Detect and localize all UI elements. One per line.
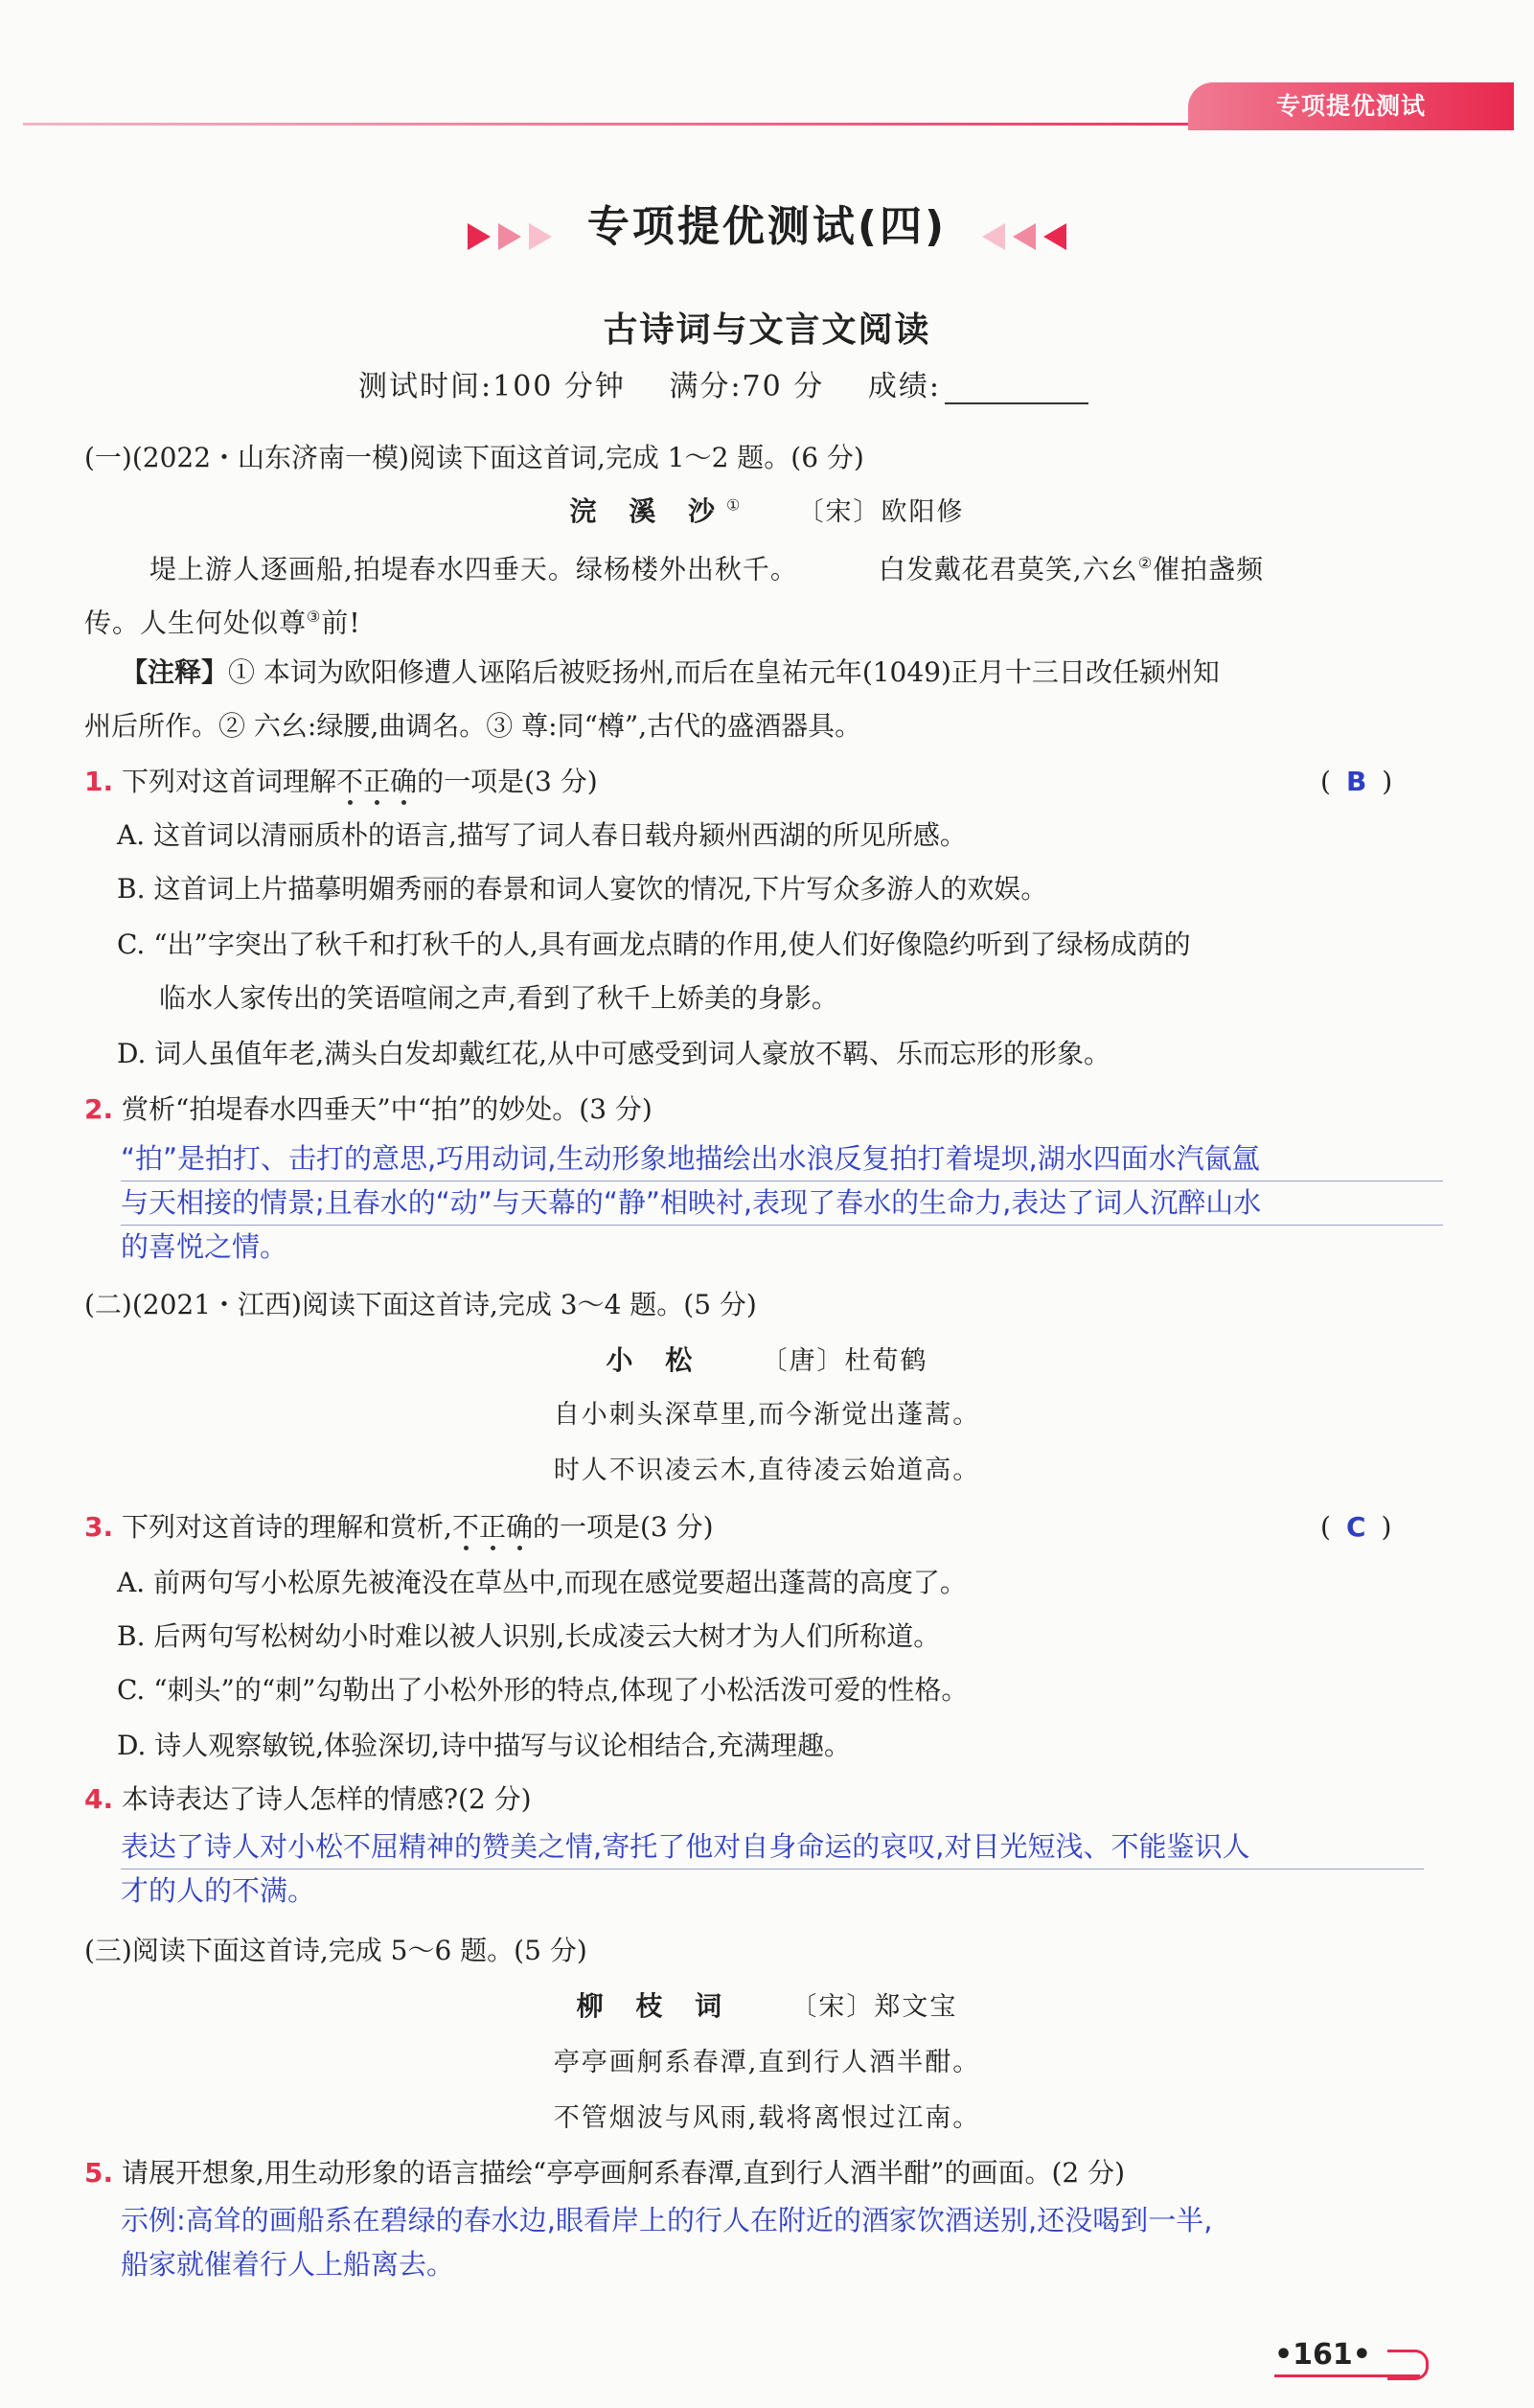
section3-heading: (三)阅读下面这首诗,完成 5～6 题。(5 分) xyxy=(84,1935,587,1966)
q4-stem xyxy=(84,1778,532,1821)
stem-text: 赏析“拍堤春水四垂天”中“拍”的妙处。(3 分) xyxy=(122,1093,653,1125)
poem-text: 堤上游人逐画船,拍堤春水四垂天。绿杨楼外出秋千。 xyxy=(149,553,798,585)
q3-option-a: A. 前两句写小松原先被淹没在草丛中,而现在感觉要超出蓬蒿的高度了。 xyxy=(117,1567,967,1598)
poem-text: 白发戴花君莫笑,六幺 xyxy=(878,553,1138,585)
header-rule xyxy=(23,123,1211,126)
left-arrows-icon xyxy=(976,220,1068,253)
emphasis-char: 正 xyxy=(478,1511,506,1543)
poem-author: 〔唐〕杜荀鹤 xyxy=(761,1346,928,1376)
poem-title: 浣 溪 沙 xyxy=(569,495,726,527)
note-text: ① 本词为欧阳修遭人诬陷后被贬扬州,而后在皇祐元年(1049)正月十三日改任颍州知 xyxy=(228,656,1220,688)
q1-number: 1. xyxy=(84,766,114,797)
note-line-2: 州后所作。② 六幺:绿腰,曲调名。③ 尊:同“樽”,古代的盛酒器具。 xyxy=(84,710,862,742)
section3-poem-line-2: 不管烟波与风雨,载将离恨过江南。 xyxy=(553,2103,981,2133)
emphasis-char: 不 xyxy=(451,1511,479,1543)
q1-option-a: A. 这首词以清丽质朴的语言,描写了词人春日载舟颍州西湖的所见所感。 xyxy=(117,819,967,851)
poem-footnote-mark: ① xyxy=(725,495,741,515)
poem-author: 〔宋〕郑文宝 xyxy=(790,1992,958,2022)
page-title: 专项提优测试(四) xyxy=(586,202,948,251)
section3-poem-line-1: 亭亭画舸系春潭,直到行人酒半酣。 xyxy=(553,2048,981,2077)
q2-stem xyxy=(84,1089,653,1131)
stem-text: 的一项是(3 分) xyxy=(417,766,598,797)
section3-poem-header xyxy=(0,1985,1534,2024)
q1-answer-box: ( B ) xyxy=(1320,766,1393,797)
stem-text: 请展开想象,用生动形象的语言描绘“亭亭画舸系春潭,直到行人酒半酣”的画面。(2 分) xyxy=(122,2157,1126,2189)
poem-author: 〔宋〕欧阳修 xyxy=(797,497,965,527)
section2-poem-header xyxy=(0,1340,1534,1378)
section1-poem-header xyxy=(0,491,1534,529)
q2-answer-line-3: 的喜悦之情。 xyxy=(121,1230,288,1263)
q1-option-b: B. 这首词上片描摹明媚秀丽的春景和词人宴饮的情况,下片写众多游人的欢娱。 xyxy=(117,873,1048,905)
test-time: 测试时间:100 分钟 xyxy=(358,370,626,403)
poem-text: 催拍盏频 xyxy=(1153,553,1265,585)
q3-answer-box: ( C ) xyxy=(1320,1511,1392,1543)
section2-poem-line-1: 自小刺头深草里,而今渐觉出蓬蒿。 xyxy=(553,1400,981,1430)
page-number: •161• xyxy=(1274,2338,1371,2372)
stem-text: 下列对这首诗的理解和赏析, xyxy=(122,1511,452,1543)
emphasis-char: 正 xyxy=(363,766,391,797)
score-label: 成绩: xyxy=(867,370,941,403)
q3-option-c: C. “刺头”的“刺”勾勒出了小松外形的特点,体现了小松活泼可爱的性格。 xyxy=(117,1674,969,1706)
emphasis-char: 确 xyxy=(505,1511,533,1543)
emphasis-char: 确 xyxy=(390,766,418,797)
header-tab: 专项提优测试 xyxy=(1188,82,1514,130)
poem-line-2 xyxy=(84,596,361,644)
q3-number: 3. xyxy=(84,1511,114,1543)
q3-stem xyxy=(84,1506,714,1548)
stem-text: 下列对这首词理解 xyxy=(122,766,337,797)
score-blank xyxy=(945,376,1088,404)
q3-option-d: D. 诗人观察敏锐,体验深切,诗中描写与议论相结合,充满理趣。 xyxy=(117,1730,851,1761)
q5-answer-line-1: 示例:高耸的画船系在碧绿的春水边,眼看岸上的行人在附近的酒家饮酒送别,还没喝到一半, xyxy=(121,2204,1213,2236)
page-curl-icon xyxy=(1387,2350,1429,2380)
q1-option-d: D. 词人虽值年老,满头白发却戴红花,从中可感受到词人豪放不羁、乐而忘形的形象。 xyxy=(117,1038,1111,1069)
poem-line-1 xyxy=(149,542,1433,590)
q4-answer-line-2: 才的人的不满。 xyxy=(121,1874,316,1907)
q2-number: 2. xyxy=(84,1093,114,1125)
stem-text: 本诗表达了诗人怎样的情感?(2 分) xyxy=(122,1783,532,1815)
title-row xyxy=(0,192,1534,253)
section2-poem-line-2: 时人不识凌云木,直待凌云始道高。 xyxy=(553,1456,981,1485)
q4-number: 4. xyxy=(84,1783,114,1815)
poem-title: 柳 枝 词 xyxy=(576,1990,734,2022)
note-label: 【注释】 xyxy=(121,656,229,688)
q5-number: 5. xyxy=(84,2157,114,2189)
poem-text: 前! xyxy=(321,607,361,639)
q1-option-c-cont: 临水人家传出的笑语喧闹之声,看到了秋千上娇美的身影。 xyxy=(159,982,838,1014)
q3-answer: C xyxy=(1345,1511,1366,1543)
footnote-mark: ② xyxy=(1137,554,1154,572)
q2-answer-line-1: “拍”是拍打、击打的意思,巧用动词,生动形象地描绘出水浪反复拍打着堤坝,湖水四面水汽氤氲 xyxy=(121,1136,1443,1181)
footnote-mark: ③ xyxy=(307,608,322,626)
q1-stem xyxy=(84,761,598,803)
stem-text: 的一项是(3 分) xyxy=(532,1511,714,1543)
emphasis-char: 不 xyxy=(336,766,364,797)
test-meta xyxy=(358,362,1121,404)
q5-stem xyxy=(84,2152,1125,2194)
poem-title: 小 松 xyxy=(606,1344,704,1376)
right-arrows-icon xyxy=(466,220,558,253)
q4-answer-line-1: 表达了诗人对小松不屈精神的赞美之情,寄托了他对自身命运的哀叹,对目光短浅、不能鉴识人 xyxy=(121,1824,1424,1869)
full-score: 满分:70 分 xyxy=(669,370,825,403)
section1-heading: (一)(2022・山东济南一模)阅读下面这首词,完成 1～2 题。(6 分) xyxy=(84,442,864,473)
q2-answer-line-2: 与天相接的情景;且春水的“动”与天幕的“静”相映衬,表现了春水的生命力,表达了词人沉醉山水 xyxy=(121,1181,1443,1226)
poem-text: 传。人生何处似尊 xyxy=(84,607,308,639)
subtitle: 古诗词与文言文阅读 xyxy=(603,310,931,350)
q1-option-c: C. “出”字突出了秋千和打秋千的人,具有画龙点睛的作用,使人们好像隐约听到了绿杨成荫的 xyxy=(117,929,1191,960)
note-line-1 xyxy=(121,652,1443,694)
q3-option-b: B. 后两句写松树幼小时难以被人识别,长成凌云大树才为人们所称道。 xyxy=(117,1620,941,1652)
q1-answer: B xyxy=(1345,766,1367,797)
q5-answer-line-2: 船家就催着行人上船离去。 xyxy=(121,2248,455,2281)
section2-heading: (二)(2021・江西)阅读下面这首诗,完成 3～4 题。(5 分) xyxy=(84,1289,757,1320)
